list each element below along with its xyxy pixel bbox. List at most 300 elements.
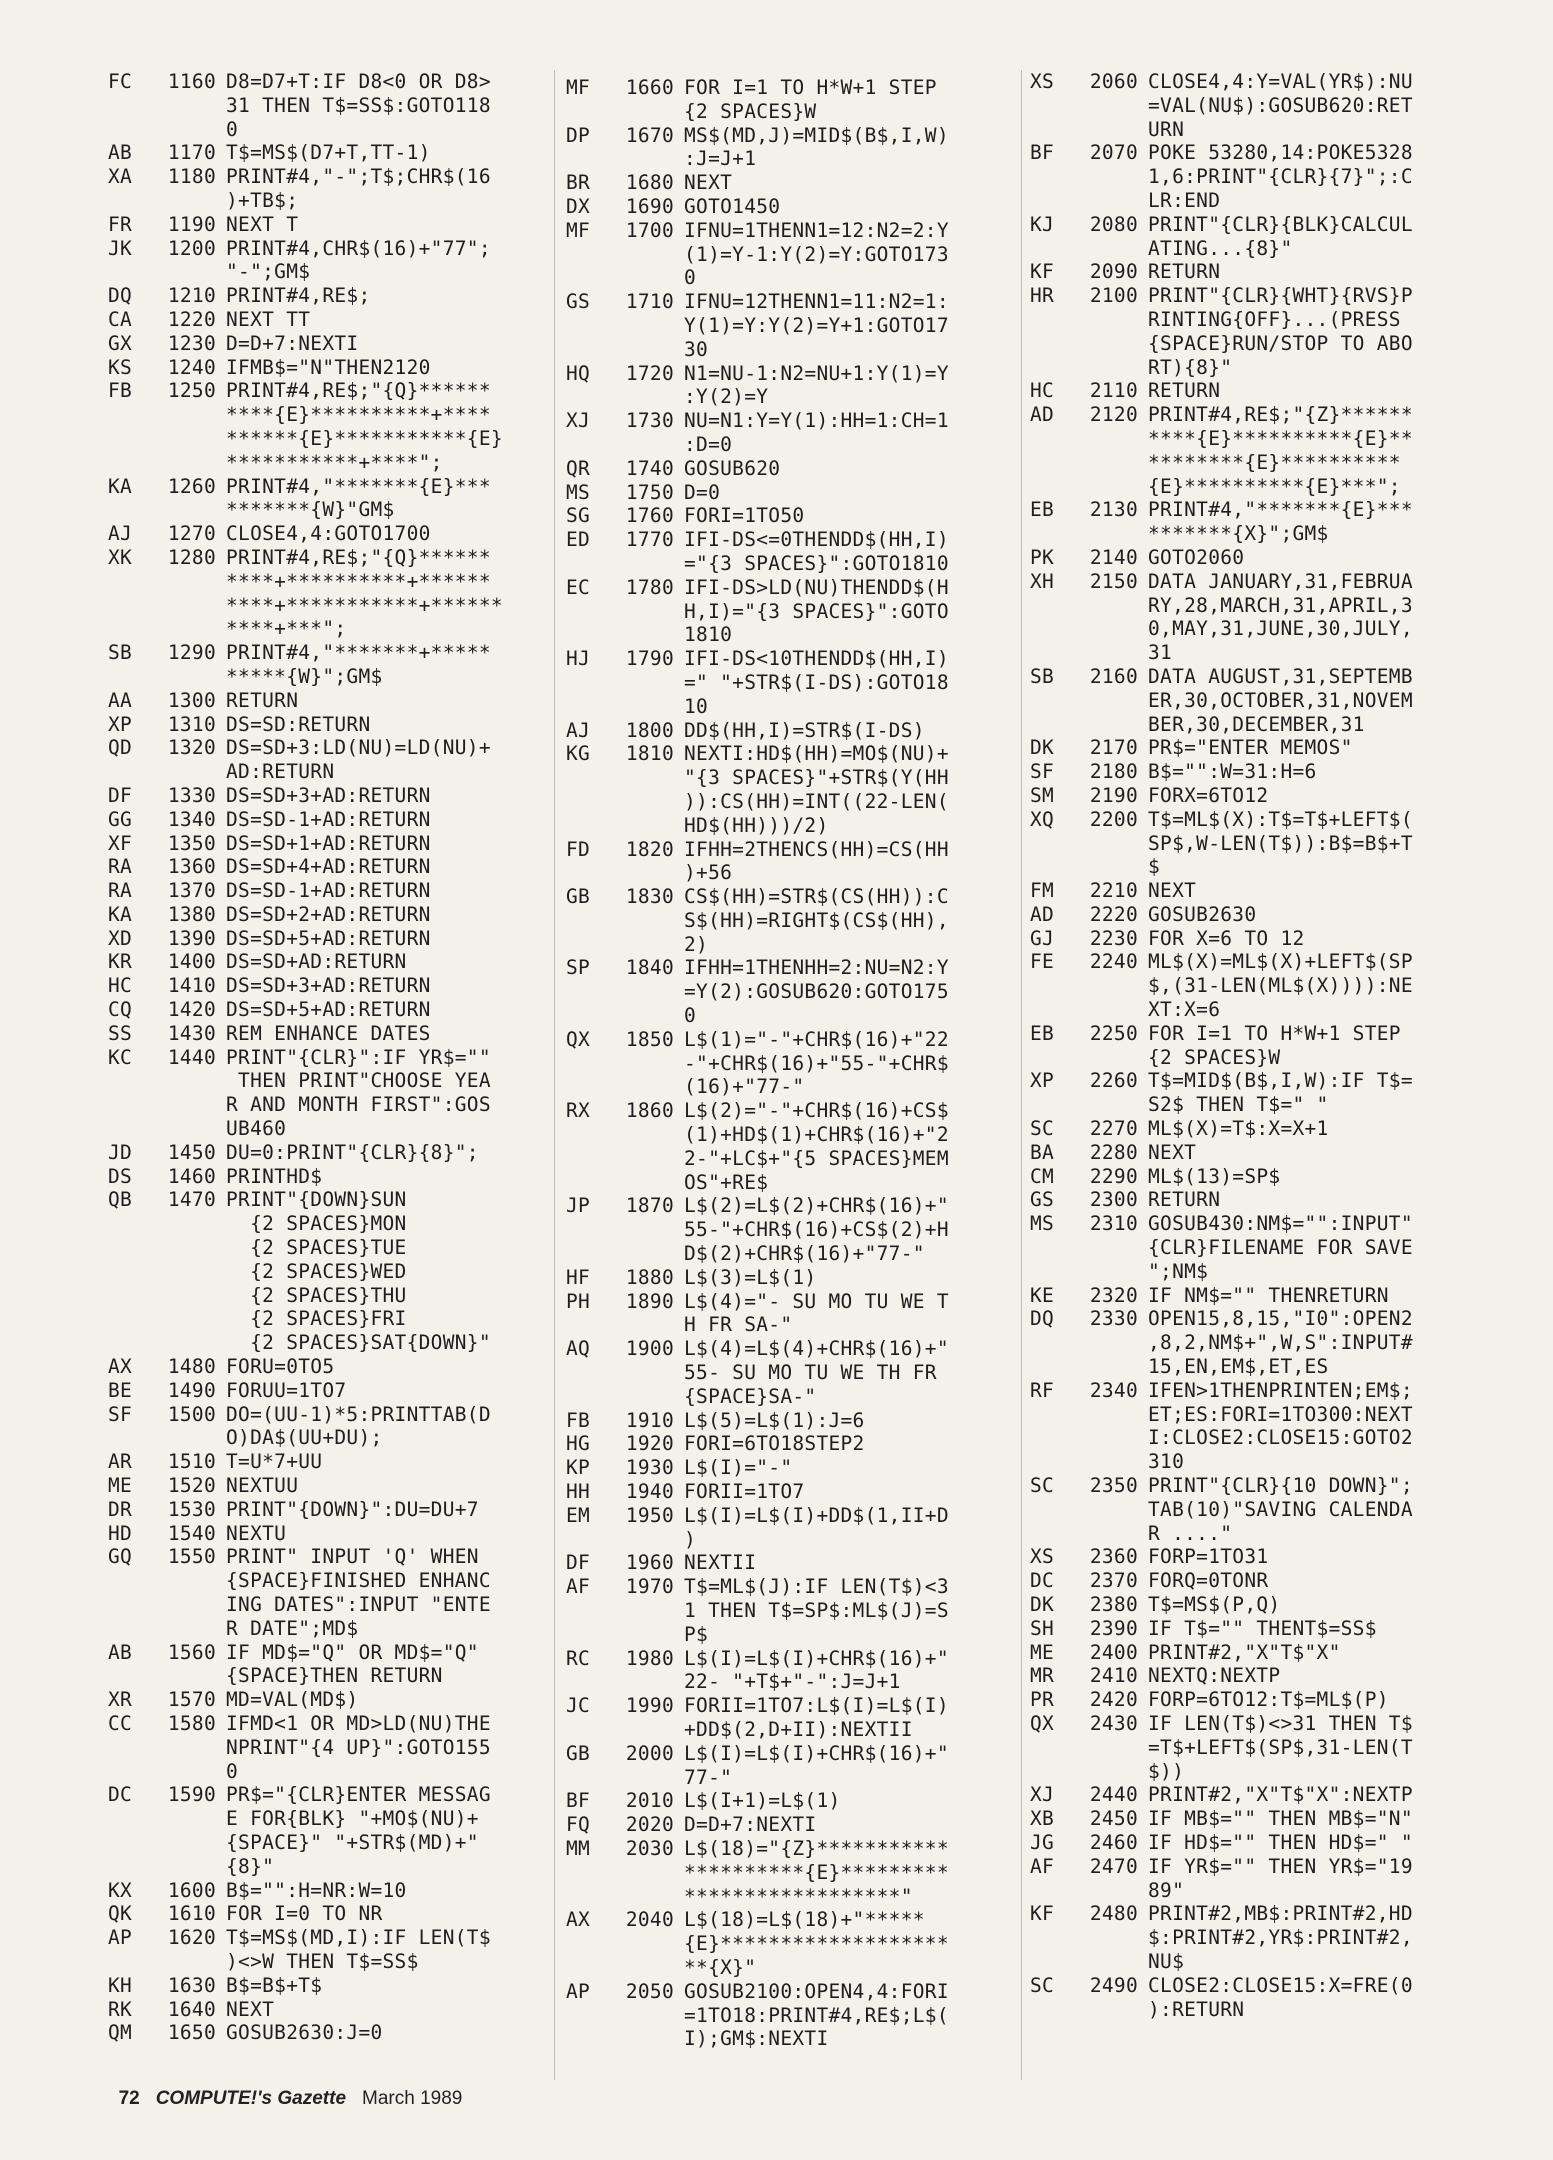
code-line xyxy=(1030,356,1480,380)
checksum xyxy=(566,1147,614,1171)
code-text: (1)=Y-1:Y(2)=Y:GOTO173 xyxy=(684,242,949,266)
code-text: DS=SD-1+AD:RETURN xyxy=(226,879,431,903)
checksum xyxy=(566,314,614,338)
code-text: IFI-DS<10THENDD$(HH,I) xyxy=(684,647,949,671)
code-line xyxy=(566,1194,1018,1218)
code-line xyxy=(108,1617,548,1641)
checksum: QD xyxy=(108,736,133,760)
code-line xyxy=(566,885,1018,909)
line-number: 1250 xyxy=(167,379,216,403)
code-line xyxy=(566,838,1018,862)
line-number xyxy=(156,1212,216,1236)
line-number: 1270 xyxy=(167,522,216,546)
code-text: IF LEN(T$)<>31 THEN T$ xyxy=(1148,1711,1413,1735)
code-line xyxy=(566,314,1018,338)
code-text: PRINT"{CLR}{WHT}{RVS}P xyxy=(1148,284,1413,308)
code-text: TAB(10)"SAVING CALENDA xyxy=(1148,1497,1413,1521)
line-number: 2480 xyxy=(1089,1902,1138,1926)
code-text: FORP=1TO31 xyxy=(1148,1545,1269,1569)
code-line xyxy=(108,237,548,261)
code-text: NEXT TT xyxy=(226,307,311,331)
checksum: SG xyxy=(566,504,591,528)
line-number xyxy=(614,1670,674,1694)
checksum: KG xyxy=(566,742,591,766)
code-line xyxy=(566,1337,1018,1361)
line-number xyxy=(156,1307,216,1331)
code-text: IFHH=1THENHH=2:NU=N2:Y xyxy=(684,956,949,980)
checksum: ME xyxy=(108,1474,133,1498)
code-text: RETURN xyxy=(1148,379,1221,403)
checksum: QK xyxy=(108,1902,133,1926)
line-number xyxy=(614,1242,674,1266)
line-number xyxy=(614,814,674,838)
checksum: FE xyxy=(1030,950,1055,974)
line-number: 1990 xyxy=(625,1694,674,1718)
code-text: RETURN xyxy=(1148,260,1221,284)
checksum xyxy=(1030,617,1078,641)
line-number: 1640 xyxy=(167,1997,216,2021)
code-line xyxy=(108,1450,548,1474)
checksum xyxy=(1030,1403,1078,1427)
code-text: L$(2)=L$(2)+CHR$(16)+" xyxy=(684,1194,949,1218)
line-number xyxy=(156,1736,216,1760)
code-text: IFNU=1THENN1=12:N2=2:Y xyxy=(684,218,949,242)
code-text: 310 xyxy=(1148,1450,1185,1474)
line-number xyxy=(614,1147,674,1171)
line-number: 1670 xyxy=(625,123,674,147)
code-text: R ...." xyxy=(1148,1521,1233,1545)
checksum: RX xyxy=(566,1099,591,1123)
code-line xyxy=(108,1522,548,1546)
code-text: 10 xyxy=(684,694,709,718)
code-text: L$(2)="-"+CHR$(16)+CS$ xyxy=(684,1099,949,1123)
line-number: 2460 xyxy=(1089,1830,1138,1854)
code-text: L$(18)="{Z}*********** xyxy=(684,1836,949,1860)
code-line xyxy=(108,879,548,903)
code-text: {SPACE}RUN/STOP TO ABO xyxy=(1148,331,1413,355)
line-number xyxy=(1078,1950,1138,1974)
line-number xyxy=(156,665,216,689)
checksum xyxy=(108,118,156,142)
line-number: 1730 xyxy=(625,409,674,433)
line-number: 2390 xyxy=(1089,1616,1138,1640)
checksum xyxy=(108,427,156,451)
checksum xyxy=(566,1528,614,1552)
line-number xyxy=(1078,475,1138,499)
code-text: FORI=6TO18STEP2 xyxy=(684,1432,865,1456)
line-number: 1360 xyxy=(167,855,216,879)
line-number: 2420 xyxy=(1089,1688,1138,1712)
checksum: FB xyxy=(108,379,133,403)
code-line xyxy=(566,1171,1018,1195)
line-number xyxy=(156,1260,216,1284)
line-number xyxy=(1078,617,1138,641)
code-text: MD=VAL(MD$) xyxy=(226,1688,359,1712)
code-line xyxy=(1030,1688,1480,1712)
code-line xyxy=(108,617,548,641)
line-number xyxy=(156,1855,216,1879)
checksum: AX xyxy=(566,1908,591,1932)
code-line xyxy=(1030,1545,1480,1569)
code-line xyxy=(1030,879,1480,903)
line-number: 2200 xyxy=(1089,807,1138,831)
code-line xyxy=(566,1456,1018,1480)
code-line xyxy=(1030,1641,1480,1665)
line-number: 1600 xyxy=(167,1878,216,1902)
code-text: 31 THEN T$=SS$:GOTO118 xyxy=(226,93,491,117)
code-line xyxy=(108,784,548,808)
checksum xyxy=(566,814,614,838)
line-number xyxy=(1078,1331,1138,1355)
line-number: 2350 xyxy=(1089,1474,1138,1498)
code-line xyxy=(1030,1022,1480,1046)
code-line xyxy=(1030,1284,1480,1308)
code-line xyxy=(566,861,1018,885)
code-line xyxy=(1030,974,1480,998)
line-number: 1940 xyxy=(625,1480,674,1504)
checksum xyxy=(108,760,156,784)
checksum xyxy=(1030,1236,1078,1260)
line-number xyxy=(1078,1998,1138,2022)
code-text: $,(31-LEN(ML$(X)))):NE xyxy=(1148,974,1413,998)
code-text: D=D+7:NEXTI xyxy=(684,1813,817,1837)
code-text: ********{E}********** xyxy=(1148,450,1401,474)
line-number: 1160 xyxy=(167,70,216,93)
line-number: 1220 xyxy=(167,307,216,331)
checksum: DS xyxy=(108,1164,133,1188)
checksum xyxy=(566,2027,614,2051)
line-number: 2010 xyxy=(625,1789,674,1813)
code-text: 89" xyxy=(1148,1878,1185,1902)
checksum: BF xyxy=(1030,141,1055,165)
checksum: BE xyxy=(108,1378,133,1402)
line-number xyxy=(614,1932,674,1956)
checksum: SB xyxy=(108,641,133,665)
code-text: DATA AUGUST,31,SEPTEMB xyxy=(1148,664,1413,688)
checksum: XH xyxy=(1030,569,1055,593)
checksum xyxy=(108,451,156,475)
line-number: 2150 xyxy=(1089,569,1138,593)
code-text: {8}" xyxy=(226,1854,275,1878)
code-line xyxy=(566,1551,1018,1575)
checksum: HJ xyxy=(566,647,591,671)
code-text: *******{X}";GM$ xyxy=(1148,522,1329,546)
line-number xyxy=(614,1052,674,1076)
code-line xyxy=(1030,950,1480,974)
code-line xyxy=(566,457,1018,481)
line-number xyxy=(614,1385,674,1409)
code-text: T$=ML$(J):IF LEN(T$)<3 xyxy=(684,1575,949,1599)
checksum: CQ xyxy=(108,998,133,1022)
code-text: MS$(MD,J)=MID$(B$,I,W) xyxy=(684,123,949,147)
line-number xyxy=(614,2027,674,2051)
code-line xyxy=(566,100,1018,124)
line-number xyxy=(1078,1498,1138,1522)
checksum: DP xyxy=(566,123,591,147)
code-text: 1 THEN T$=SP$:ML$(J)=S xyxy=(684,1599,949,1622)
line-number xyxy=(156,1807,216,1831)
code-text: **{X}" xyxy=(684,1955,757,1979)
code-text: =VAL(NU$):GOSUB620:RET xyxy=(1148,93,1413,117)
checksum xyxy=(1030,189,1078,213)
code-line xyxy=(1030,332,1480,356)
checksum xyxy=(108,1284,156,1308)
code-line xyxy=(108,498,548,522)
code-text: $ xyxy=(1148,855,1161,879)
line-number xyxy=(614,552,674,576)
code-line xyxy=(108,1188,548,1212)
code-line xyxy=(108,808,548,832)
line-number: 1920 xyxy=(625,1432,674,1456)
checksum: AB xyxy=(108,1640,133,1664)
line-number: 2250 xyxy=(1089,1021,1138,1045)
line-number xyxy=(614,1861,674,1885)
checksum xyxy=(566,385,614,409)
code-line xyxy=(566,909,1018,933)
line-number xyxy=(614,1123,674,1147)
line-number: 1380 xyxy=(167,902,216,926)
checksum xyxy=(566,243,614,267)
checksum xyxy=(1030,427,1078,451)
code-text: DU=0:PRINT"{CLR}{8}"; xyxy=(226,1140,479,1164)
code-line xyxy=(1030,1355,1480,1379)
code-line xyxy=(566,243,1018,267)
code-text: L$(I+1)=L$(1) xyxy=(684,1789,841,1813)
line-number: 1430 xyxy=(167,1021,216,1045)
code-text: NU=N1:Y=Y(1):HH=1:CH=1 xyxy=(684,409,949,433)
line-number xyxy=(156,1569,216,1593)
line-number xyxy=(1078,189,1138,213)
code-line xyxy=(108,1545,548,1569)
code-text: {SPACE}THEN RETURN xyxy=(226,1664,443,1688)
checksum xyxy=(1030,332,1078,356)
code-line xyxy=(566,1432,1018,1456)
checksum: KH xyxy=(108,1973,133,1997)
line-number: 1200 xyxy=(167,236,216,260)
code-text: DS=SD+AD:RETURN xyxy=(226,950,407,974)
code-line xyxy=(108,1117,548,1141)
code-line xyxy=(566,671,1018,695)
checksum: SC xyxy=(1030,1474,1055,1498)
line-number: 1880 xyxy=(625,1265,674,1289)
line-number xyxy=(1078,1260,1138,1284)
checksum xyxy=(566,1861,614,1885)
checksum xyxy=(1030,855,1078,879)
code-text: NEXT xyxy=(1148,879,1197,903)
line-number: 1760 xyxy=(625,504,674,528)
code-text: ML$(X)=T$:X=X+1 xyxy=(1148,1117,1329,1141)
checksum xyxy=(1030,1950,1078,1974)
line-number xyxy=(156,1426,216,1450)
checksum: ME xyxy=(1030,1640,1055,1664)
code-text: {SPACE}FINISHED ENHANC xyxy=(226,1569,491,1593)
line-number: 1830 xyxy=(625,885,674,909)
line-number xyxy=(614,243,674,267)
code-line xyxy=(566,1361,1018,1385)
code-text: B$="":H=NR:W=10 xyxy=(226,1878,407,1902)
checksum xyxy=(108,260,156,284)
line-number xyxy=(1078,427,1138,451)
code-line xyxy=(1030,70,1480,94)
code-text: DS=SD+3+AD:RETURN xyxy=(226,783,431,807)
code-text: N1=NU-1:N2=NU+1:Y(1)=Y xyxy=(684,361,949,385)
code-line xyxy=(566,290,1018,314)
line-number: 2310 xyxy=(1089,1212,1138,1236)
code-text: DS=SD+2+AD:RETURN xyxy=(226,902,431,926)
checksum xyxy=(108,1260,156,1284)
code-text: )+56 xyxy=(684,861,733,885)
line-number: 2240 xyxy=(1089,950,1138,974)
checksum xyxy=(1030,974,1078,998)
checksum xyxy=(566,338,614,362)
code-line xyxy=(108,1569,548,1593)
code-line xyxy=(566,1956,1018,1980)
checksum: EB xyxy=(1030,498,1055,522)
code-text: {2 SPACES}WED xyxy=(226,1259,407,1283)
line-number: 1720 xyxy=(625,361,674,385)
line-number xyxy=(1078,451,1138,475)
checksum xyxy=(566,933,614,957)
code-line xyxy=(1030,903,1480,927)
line-number: 1320 xyxy=(167,736,216,760)
checksum xyxy=(566,1052,614,1076)
code-line xyxy=(108,1307,548,1331)
checksum: XQ xyxy=(1030,807,1055,831)
checksum xyxy=(108,1236,156,1260)
line-number xyxy=(614,1528,674,1552)
checksum: PH xyxy=(566,1289,591,1313)
code-line xyxy=(566,1742,1018,1766)
code-line xyxy=(1030,213,1480,237)
checksum xyxy=(566,1766,614,1790)
line-number: 2290 xyxy=(1089,1164,1138,1188)
code-line xyxy=(1030,1046,1480,1070)
code-line xyxy=(566,433,1018,457)
line-number: 1860 xyxy=(625,1099,674,1123)
line-number: 2050 xyxy=(625,1979,674,2003)
magazine-name: COMPUTE!'s Gazette xyxy=(155,2088,347,2109)
checksum: ED xyxy=(566,528,591,552)
checksum: BA xyxy=(1030,1140,1055,1164)
code-text: ******{E}***********{E} xyxy=(226,426,503,450)
checksum: PR xyxy=(1030,1688,1055,1712)
code-text: ):RETURN xyxy=(1148,1997,1245,2021)
code-line xyxy=(566,576,1018,600)
line-number: 2190 xyxy=(1089,783,1138,807)
code-line xyxy=(1030,665,1480,689)
line-number xyxy=(614,1956,674,1980)
line-number: 1950 xyxy=(625,1503,674,1527)
code-text: DS=SD+4+AD:RETURN xyxy=(226,855,431,879)
code-text: PRINT#4,RE$;"{Q}****** xyxy=(226,379,491,403)
code-line xyxy=(566,171,1018,195)
checksum: DK xyxy=(1030,736,1055,760)
line-number xyxy=(156,617,216,641)
line-number xyxy=(1078,855,1138,879)
code-line xyxy=(108,713,548,737)
code-text: FORII=1TO7:L$(I)=L$(I) xyxy=(684,1694,949,1718)
code-text: "{3 SPACES}"+STR$(Y(HH xyxy=(684,766,949,790)
code-line xyxy=(566,481,1018,505)
code-line xyxy=(108,950,548,974)
checksum: GQ xyxy=(108,1545,133,1569)
code-text: {SPACE}" "+STR$(MD)+" xyxy=(226,1830,479,1854)
checksum xyxy=(566,1075,614,1099)
code-line xyxy=(1030,1403,1480,1427)
line-number: 1590 xyxy=(167,1783,216,1807)
code-line xyxy=(108,475,548,499)
code-line xyxy=(108,260,548,284)
line-number: 2360 xyxy=(1089,1545,1138,1569)
checksum: XP xyxy=(1030,1069,1055,1093)
code-line xyxy=(566,124,1018,148)
code-line xyxy=(566,1266,1018,1290)
checksum xyxy=(1030,118,1078,142)
line-number xyxy=(156,451,216,475)
code-line xyxy=(1030,1974,1480,1998)
code-text: )+TB$; xyxy=(226,188,299,212)
line-number: 1350 xyxy=(167,831,216,855)
code-line xyxy=(108,165,548,189)
code-text: ***********+****"; xyxy=(226,450,443,474)
code-text: DS=SD+5+AD:RETURN xyxy=(226,998,431,1022)
code-text: GOSUB2630 xyxy=(1148,902,1257,926)
code-line xyxy=(1030,451,1480,475)
line-number xyxy=(614,1885,674,1909)
checksum xyxy=(566,100,614,124)
code-line xyxy=(1030,260,1480,284)
line-number: 2020 xyxy=(625,1813,674,1837)
line-number xyxy=(156,1617,216,1641)
checksum: KF xyxy=(1030,1902,1055,1926)
code-line xyxy=(108,141,548,165)
code-line xyxy=(108,974,548,998)
line-number: 2160 xyxy=(1089,664,1138,688)
code-line xyxy=(108,1141,548,1165)
line-number: 1310 xyxy=(167,712,216,736)
code-text: NEXTU xyxy=(226,1521,287,1545)
code-line xyxy=(108,1783,548,1807)
code-text: FORX=6TO12 xyxy=(1148,783,1269,807)
line-number: 1210 xyxy=(167,284,216,308)
checksum xyxy=(108,403,156,427)
line-number xyxy=(156,260,216,284)
code-line xyxy=(1030,1831,1480,1855)
checksum: FR xyxy=(108,212,133,236)
code-line xyxy=(566,1766,1018,1790)
line-number xyxy=(156,189,216,213)
code-line xyxy=(108,1379,548,1403)
line-number: 2120 xyxy=(1089,403,1138,427)
checksum: HG xyxy=(566,1432,591,1456)
code-line xyxy=(566,195,1018,219)
checksum xyxy=(108,498,156,522)
code-text: ****{E}**********{E}** xyxy=(1148,426,1413,450)
line-number: 1610 xyxy=(167,1902,216,1926)
code-text: H FR SA-" xyxy=(684,1313,793,1337)
code-line xyxy=(1030,570,1480,594)
code-text: PR$="{CLR}ENTER MESSAG xyxy=(226,1783,491,1807)
code-text: ****+***********+****** xyxy=(226,593,503,617)
line-number: 2180 xyxy=(1089,760,1138,784)
code-line xyxy=(1030,1426,1480,1450)
code-text: {E}******************* xyxy=(684,1932,949,1956)
checksum: JD xyxy=(108,1140,133,1164)
line-number: 2000 xyxy=(625,1741,674,1765)
code-line xyxy=(108,1641,548,1665)
line-number xyxy=(614,1718,674,1742)
checksum: AA xyxy=(108,688,133,712)
